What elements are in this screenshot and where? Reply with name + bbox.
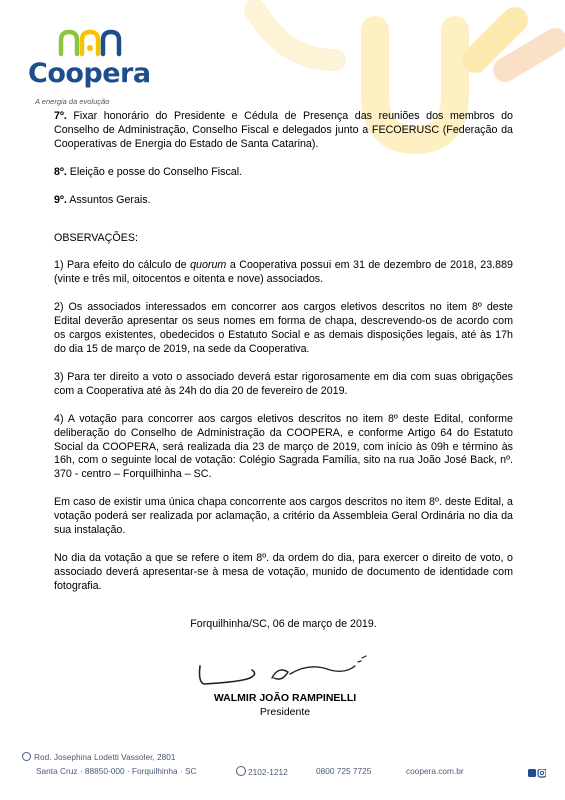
single-slate-paragraph: Em caso de existir uma única chapa concorrente aos cargos descritos no item 8º. deste Edital, a votação poderá ser realizada por aclamação, a critério da Assembleia Geral Ordinária no dia da sua instalação. bbox=[54, 496, 513, 537]
item-8-number: 8º. bbox=[54, 165, 67, 178]
voting-day-paragraph: No dia da votação a que se refere o item 8º. da ordem do dia, para exercer o direito de voto, o associado deverá apresentar-se à mesa de votação, munido de documento de identidade com fotografia. bbox=[54, 551, 513, 592]
document-body bbox=[54, 110, 513, 632]
footer-address-1-text: Rod. Josephina Lodetti Vassoler, 2801 bbox=[34, 752, 176, 762]
observation-1-pre: 1) Para efeito do cálculo de bbox=[54, 259, 191, 272]
item-9-number: 9º. bbox=[54, 193, 67, 206]
signatory-role: Presidente bbox=[259, 706, 311, 718]
observation-4: 4) A votação para concorrer aos cargos eletivos descritos no item 8º deste Edital, conforme deliberação do Conselho de Administração da COOPERA, e conforme Artigo 64 do Estatuto Social da COOPERA, será realizada dia 23 de março de 2019, com início às 09h e término às 16h, com o seguinte local de votação: Colégio Sagrada Família, sito na rua João José Back, nº. 370 - centro – Forquilhinha – SC. bbox=[54, 412, 513, 481]
footer-phone-text: 2102-1212 bbox=[248, 767, 288, 777]
observation-1 bbox=[54, 259, 513, 287]
observation-1-post: a Cooperativa possui em 31 de dezembro de 2018, 23.889 (vinte e três mil, oitocentos e oitenta e nove) associados. bbox=[54, 259, 513, 286]
handwritten-signature bbox=[180, 644, 390, 692]
logo-wordmark: Coopera bbox=[28, 58, 151, 89]
footer-phone bbox=[236, 766, 288, 777]
facebook-icon bbox=[528, 769, 536, 777]
item-7 bbox=[54, 110, 513, 152]
observation-1-quorum: quorum bbox=[190, 259, 227, 272]
item-7-number: 7º. bbox=[54, 110, 67, 122]
item-9 bbox=[54, 194, 513, 208]
item-7-text: Fixar honorário do Presidente e Cédula de Presença das reuniões dos membros do Conselho de Administração, Conselho Fiscal e delegados junto a FECOERUSC (Federação da Cooperativas de Energia do Estado de Santa Catarina). bbox=[54, 110, 513, 150]
item-8-text: Eleição e posse do Conselho Fiscal. bbox=[66, 165, 243, 178]
observations-heading: OBSERVAÇÕES: bbox=[54, 231, 138, 244]
place-and-date: Forquilhinha/SC, 06 de março de 2019. bbox=[190, 617, 377, 630]
footer-address-line-2: Santa Cruz · 88850-000 · Forquilhinha · SC bbox=[36, 766, 197, 776]
item-9-text: Assuntos Gerais. bbox=[66, 193, 151, 206]
signature-block bbox=[150, 644, 420, 722]
footer-toll-free: 0800 725 7725 bbox=[316, 766, 372, 776]
phone-icon bbox=[236, 766, 246, 776]
item-8 bbox=[54, 166, 513, 180]
footer-website[interactable]: coopera.com.br bbox=[406, 766, 464, 776]
logo-tagline: A energia da evolução bbox=[35, 97, 110, 106]
observation-2: 2) Os associados interessados em concorrer aos cargos eletivos descritos no item 8º deste Edital deverão apresentar os seus nomes em forma de chapa, descrevendo-os de acordo com os cargos existentes, obedecidos o Estatuto Social e as demais disposições legais, até às 17h do dia 15 de março de 2019, na sede da Cooperativa. bbox=[54, 301, 513, 355]
signatory-name: WALMIR JOÃO RAMPINELLI bbox=[213, 692, 357, 704]
observation-3: 3) Para ter direito a voto o associado deverá estar rigorosamente em dia com suas obrigações com a Cooperativa até às 24h do dia 20 de fevereiro de 2019. bbox=[54, 370, 513, 397]
footer-address-line-1 bbox=[22, 752, 175, 762]
social-icons bbox=[528, 769, 546, 778]
location-pin-icon bbox=[22, 752, 31, 761]
page-footer bbox=[22, 752, 547, 792]
logo-mark-icon bbox=[58, 26, 126, 58]
instagram-icon bbox=[538, 769, 546, 777]
company-logo bbox=[28, 26, 158, 114]
